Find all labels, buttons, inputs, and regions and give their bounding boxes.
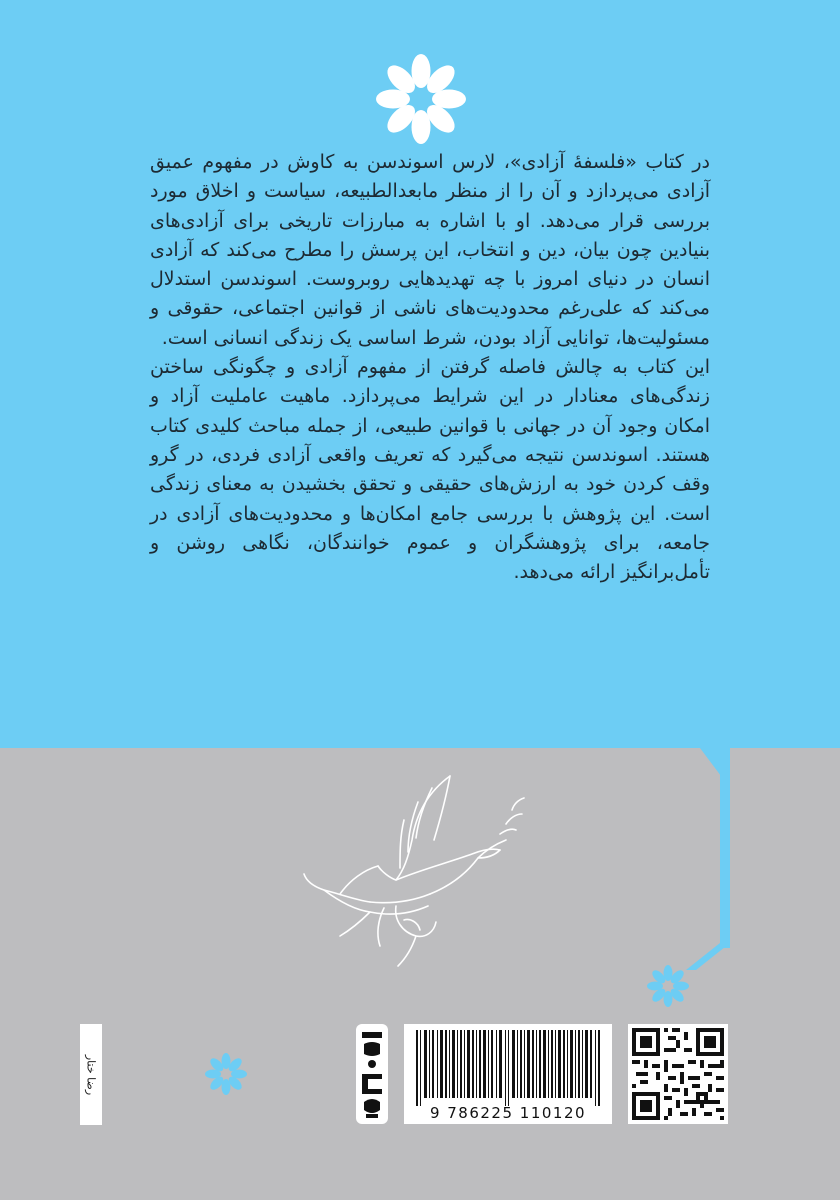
qr-code [628,1024,728,1124]
speech-tail-connector [680,748,740,973]
blurb-paragraph-2: این کتاب به چالش فاصله گرفتن از مفهوم آزادی و چگونگی ساختن زندگی‌های معنادار در این شرایط می‌پردازد. ماهیت عاملیت آزاد و امکان وجود آن در جهانی با قوانین طبیعی، از جمله مباحث کلیدی کتاب هستند. اسوندسن نتیجه می‌گیرد که تعریف واقعی آزادی فردی، در گرو وقف کردن خود به ارزش‌های حقیقی و تحقق بخشیدن به معنای زندگی است. این پژوهش با بررسی جامع امکان‌ها و محدودیت‌های آزادی در جامعه، برای پژوهشگران و عموم خوانندگان، نگاهی روشن و تأمل‌برانگیز ارائه می‌دهد. [150,356,710,584]
dove-illustration-icon [300,770,540,980]
isbn-number: 9 786225 110120 [429,1104,587,1122]
signature-text: رضا ختار [84,1054,98,1095]
publisher-logo-icon [352,1024,392,1124]
flower-ornament-left-icon [204,1052,248,1096]
flower-ornament-small-icon [646,964,690,1008]
qr-code-icon [628,1024,728,1124]
isbn-barcode [404,1024,612,1124]
blurb-text [150,148,710,587]
flower-ornament-icon [374,52,468,146]
designer-signature [80,1024,102,1125]
barcode-bars-icon [404,1024,612,1108]
blurb-paragraph-1: در کتاب «فلسفهٔ آزادی»، لارس اسوندسن به کاوش در مفهوم عمیق آزادی می‌پردازد و آن را از منظر مابعدالطبیعه، سیاست و اخلاق مورد بررسی قرار می‌دهد. او با اشاره به مبارزات تاریخی برای آزادی‌های بنیادین چون بیان، دین و انتخاب، این پرسش را مطرح می‌کند که آزادی انسان در دنیای امروز با چه تهدیدهایی روبروست. اسوندسن استدلال می‌کند که علی‌رغم محدودیت‌های ناشی از قوانین اجتماعی، حقوقی و مسئولیت‌ها، توانایی آزاد بودن، شرط اساسی یک زندگی انسانی است. [150,151,710,349]
